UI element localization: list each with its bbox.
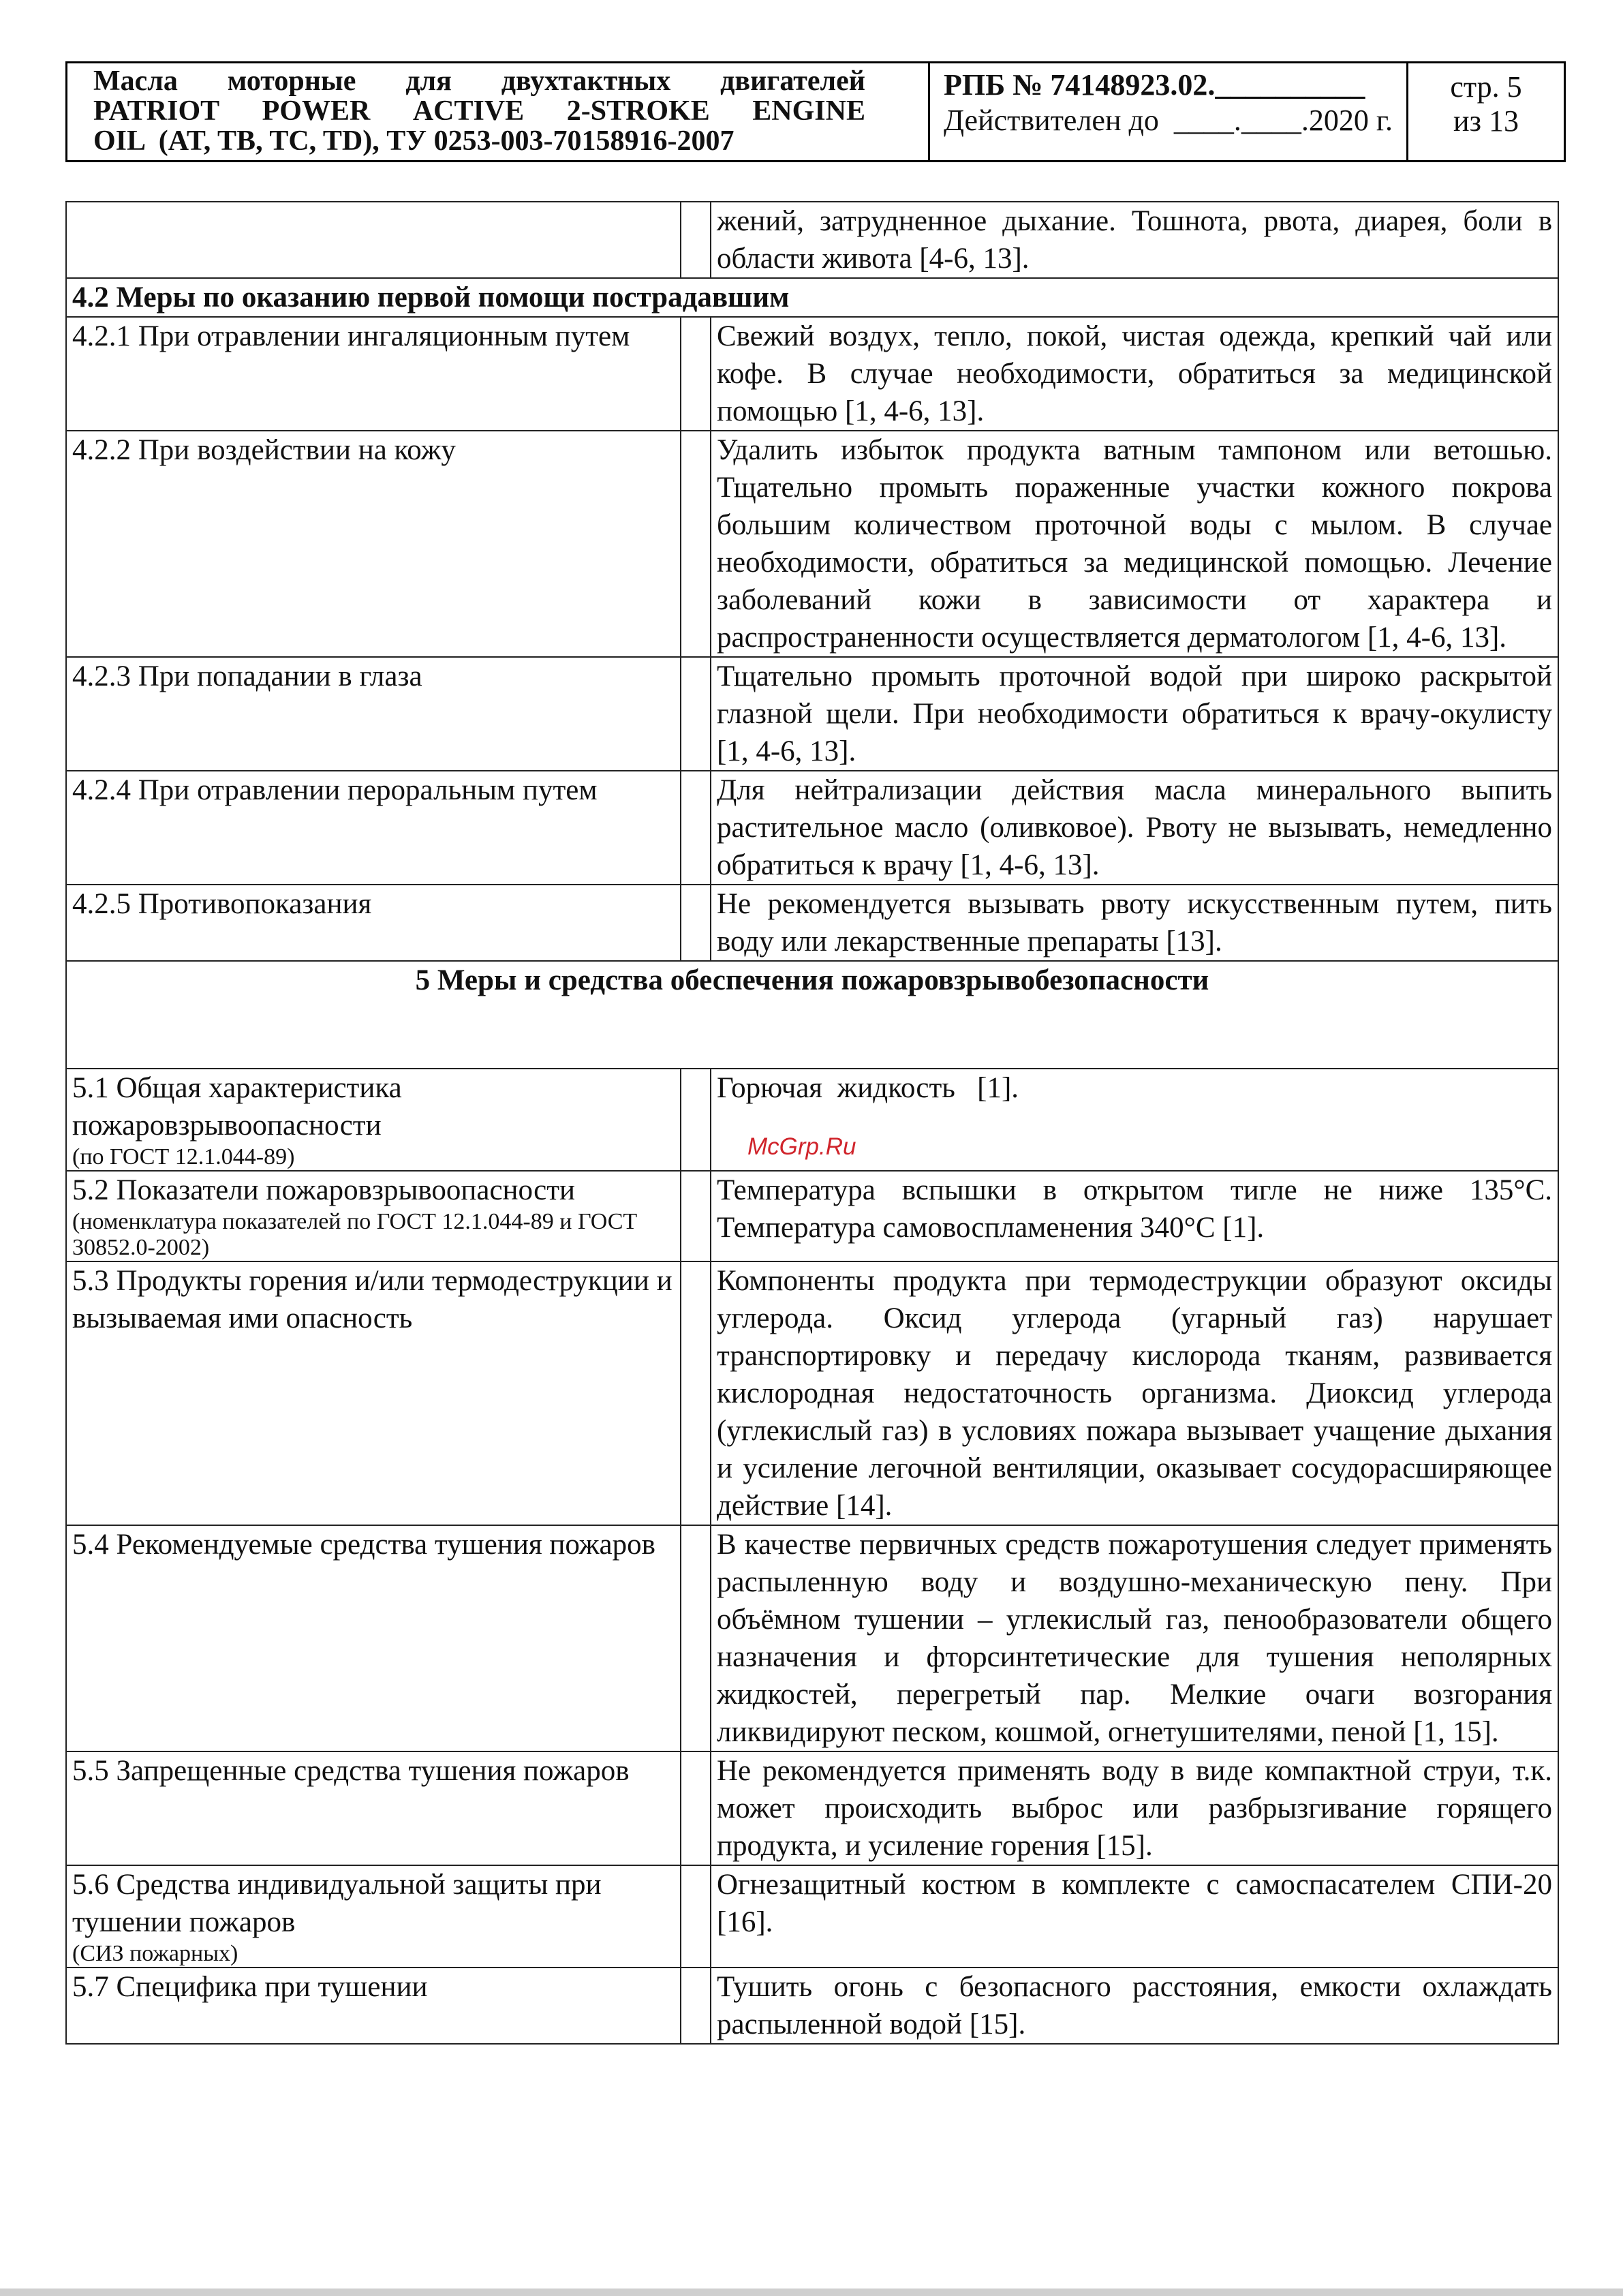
document-header bbox=[65, 61, 1566, 162]
title-word: для bbox=[405, 65, 452, 97]
title-word: двигателей bbox=[720, 65, 865, 97]
title-word: 2-STROKE bbox=[566, 95, 710, 127]
table-row bbox=[66, 657, 1558, 771]
spacer-cell bbox=[681, 1069, 711, 1171]
spacer-cell bbox=[681, 431, 711, 657]
section-row bbox=[66, 278, 1558, 317]
watermark: McGrp.Ru bbox=[747, 1133, 856, 1160]
row-value: Не рекомендуется вызывать рвоту искусственным путем, пить воду или лекарственные препараты [13]. bbox=[711, 885, 1558, 961]
row-label: 5.2 Показатели пожаровзрывоопасности bbox=[72, 1174, 576, 1206]
product-title bbox=[67, 63, 930, 160]
document-registration bbox=[930, 63, 1408, 160]
spacer-cell bbox=[681, 1968, 711, 2044]
spacer-cell bbox=[681, 1261, 711, 1525]
table-row bbox=[66, 1171, 1558, 1261]
spacer-cell bbox=[681, 1525, 711, 1751]
row-label: 4.2.2 При воздействии на кожу bbox=[66, 431, 681, 657]
row-value: Температура вспышки в открытом тигле не ниже 135°С. Температура самовоспламенения 340°С [1]. bbox=[711, 1171, 1558, 1261]
row-label bbox=[66, 202, 681, 278]
table-row bbox=[66, 771, 1558, 885]
spacer-cell bbox=[681, 317, 711, 431]
table-row bbox=[66, 1865, 1558, 1968]
row-label: 4.2.4 При отравлении пероральным путем bbox=[66, 771, 681, 885]
row-note: (СИЗ пожарных) bbox=[72, 1941, 238, 1966]
section-heading: 4.2 Меры по оказанию первой помощи пострадавшим bbox=[66, 278, 1558, 317]
page-total: из 13 bbox=[1453, 104, 1519, 138]
table-row bbox=[66, 1525, 1558, 1751]
title-word: ACTIVE bbox=[412, 95, 525, 127]
row-label: 5.5 Запрещенные средства тушения пожаров bbox=[66, 1751, 681, 1865]
page-indicator bbox=[1408, 63, 1564, 160]
title-line-1 bbox=[93, 66, 928, 96]
row-value: В качестве первичных средств пожаротушения следует применять распыленную воду и воздушно-механическую пену. При объёмном тушении – углекислый газ, пенообразователи общего назначения и фторсинтетические для тушения неполярных жидкостей, перегретый пар. Мелкие очаги возгорания ликвидируют песком, кошмой, огнетушителями, пеной [1, 15]. bbox=[711, 1525, 1558, 1751]
spacer-cell bbox=[681, 1751, 711, 1865]
section-row bbox=[66, 961, 1558, 1069]
title-word: моторные bbox=[227, 65, 356, 97]
chapter-heading: 5 Меры и средства обеспечения пожаровзрывобезопасности bbox=[66, 961, 1558, 1069]
spacer-cell bbox=[681, 885, 711, 961]
row-value: Удалить избыток продукта ватным тампоном или ветошью. Тщательно промыть пораженные участки кожного покрова большим количеством проточной воды с мылом. В случае необходимости, обратиться за медицинской помощью. Лечение заболеваний кожи в зависимости от характера и распространенности осуществляется дерматологом [1, 4-6, 13]. bbox=[711, 431, 1558, 657]
row-value: Горючая жидкость [1]. bbox=[711, 1069, 1558, 1171]
table-row bbox=[66, 1261, 1558, 1525]
title-word: POWER bbox=[262, 95, 371, 127]
spacer-cell bbox=[681, 771, 711, 885]
title-word: Масла bbox=[93, 65, 178, 97]
table-row bbox=[66, 1751, 1558, 1865]
row-value: Компоненты продукта при термодеструкции образуют оксиды углерода. Оксид углерода (угарный газ) нарушает транспортировку и передачу кислорода тканям, развивается кислородная недостаточность организма. Диоксид углерода (углекислый газ) в условиях пожара вызывает учащение дыхания и усиление легочной вентиляции, оказывает сосудорасширяющее действие [14]. bbox=[711, 1261, 1558, 1525]
title-line-3: OIL (AT, TB, TC, TD), ТУ 0253-003-70158916-2007 bbox=[93, 125, 735, 157]
table-row bbox=[66, 202, 1558, 278]
page-label: стр. 5 bbox=[1450, 70, 1522, 104]
row-label: 5.3 Продукты горения и/или термодеструкции и вызываемая ими опасность bbox=[66, 1261, 681, 1525]
row-note: (номенклатура показателей по ГОСТ 12.1.044-89 и ГОСТ 30852.0-2002) bbox=[72, 1209, 638, 1260]
row-label: 5.6 Средства индивидуальной защиты при тушении пожаров bbox=[72, 1869, 602, 1938]
row-value: жений, затрудненное дыхание. Тошнота, рвота, диарея, боли в области живота [4-6, 13]. bbox=[711, 202, 1558, 278]
table-row bbox=[66, 1968, 1558, 2044]
doc-number: РПБ № 74148923.02.__________ bbox=[944, 68, 1365, 102]
row-label-cell bbox=[66, 1171, 681, 1261]
safety-table bbox=[65, 201, 1559, 2045]
row-label-cell bbox=[66, 1865, 681, 1968]
table-row bbox=[66, 885, 1558, 961]
page-bottom-edge bbox=[0, 2289, 1623, 2296]
row-note: (по ГОСТ 12.1.044-89) bbox=[72, 1144, 295, 1169]
row-value: Тщательно промыть проточной водой при широко раскрытой глазной щели. При необходимости обратиться к врачу-окулисту [1, 4-6, 13]. bbox=[711, 657, 1558, 771]
spacer-cell bbox=[681, 202, 711, 278]
row-value: Огнезащитный костюм в комплекте с самоспасателем СПИ-20 [16]. bbox=[711, 1865, 1558, 1968]
row-label: 4.2.5 Противопоказания bbox=[66, 885, 681, 961]
row-label-cell bbox=[66, 1069, 681, 1171]
spacer-cell bbox=[681, 1865, 711, 1968]
row-value: Не рекомендуется применять воду в виде компактной струи, т.к. может происходить выброс или разбрызгивание горящего продукта, и усиление горения [15]. bbox=[711, 1751, 1558, 1865]
title-word: двухтактных bbox=[501, 65, 671, 97]
row-label: 4.2.1 При отравлении ингаляционным путем bbox=[66, 317, 681, 431]
title-word: ENGINE bbox=[752, 95, 865, 127]
table-row bbox=[66, 431, 1558, 657]
title-word: PATRIOT bbox=[93, 95, 220, 127]
table-row bbox=[66, 317, 1558, 431]
row-label: 5.4 Рекомендуемые средства тушения пожаров bbox=[66, 1525, 681, 1751]
spacer-cell bbox=[681, 1171, 711, 1261]
title-line-2 bbox=[93, 96, 928, 126]
row-label: 4.2.3 При попадании в глаза bbox=[66, 657, 681, 771]
row-label: 5.7 Специфика при тушении bbox=[66, 1968, 681, 2044]
valid-until: Действителен до ____.____.2020 г. bbox=[944, 104, 1393, 137]
row-value: Свежий воздух, тепло, покой, чистая одежда, крепкий чай или кофе. В случае необходимости, обратиться за медицинской помощью [1, 4-6, 13]. bbox=[711, 317, 1558, 431]
spacer-cell bbox=[681, 657, 711, 771]
row-value: Тушить огонь с безопасного расстояния, емкости охлаждать распыленной водой [15]. bbox=[711, 1968, 1558, 2044]
row-label: 5.1 Общая характеристика пожаровзрывоопасности bbox=[72, 1072, 402, 1142]
row-value: Для нейтрализации действия масла минерального выпить растительное масло (оливковое). Рвоту не вызывать, немедленно обратиться к врачу [1, 4-6, 13]. bbox=[711, 771, 1558, 885]
